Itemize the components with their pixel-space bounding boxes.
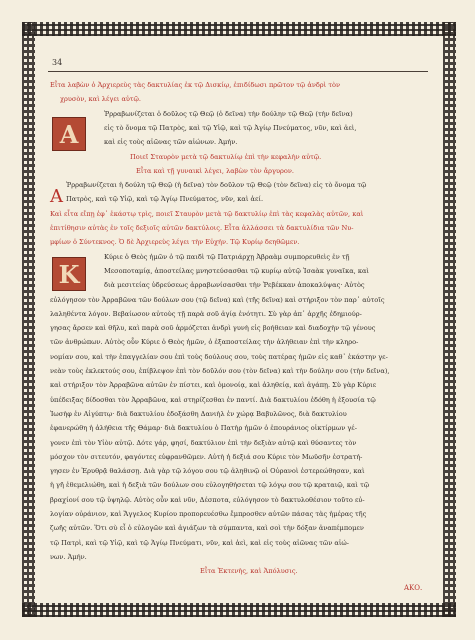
text-line: νεὰν τοὺς ἐκλεκτούς σου, ἐπίβλεψον ἐπὶ τὸν δοῦλόν σου (τὸν δεῖνα) καὶ τὴν δούλην σου (τὴν δεῖνα), xyxy=(50,367,390,375)
text-line: Ῥρραβωνίζεται ἡ δούλη τῷ Θεῷ (ἡ δεῖνα) τὸν δοῦλον τῷ Θεῷ (τὸν δεῖνα) εἰς τὸ ὄνομα τῷ xyxy=(66,181,367,190)
text-line: ἐφανερώθη ἡ ἀλήθεια τῆς Θάμαρ· διὰ δακτυλίου ὁ Πατὴρ ἡμῶν ὁ ἐπουράνιος οἰκτίρμων γέ- xyxy=(50,424,357,433)
text-line: Καὶ εἶτα εἴπῃ ἐφ᾽ ἑκάστῳ τρὶς, ποιεῖ Σταυρὸν μετὰ τῷ δακτυλίῳ ἐπὶ τὰς κεφαλὰς αὐτῶν, καὶ xyxy=(50,209,364,218)
header-rule xyxy=(48,71,428,72)
text-line: εὐλόγησον τὸν Ἀρραβῶνα τῶν δούλων σου (τῷ δεῖνα) καὶ (τῆς δεῖνα) καὶ στήριξον τὸν παρ᾽ αὐτοῖς xyxy=(50,295,385,304)
text-line: ἐπιτίθησιν αὐτὰς ἐν τοῖς δεξιοῖς αὐτῶν δακτύλοις. Εἶτα ἀλλάσσει τὰ δακτυλίδια τῶν Νυ- xyxy=(50,224,354,232)
text-line: Εἶτα Ἐκτενὴς, καὶ Ἀπόλυσις. xyxy=(200,567,298,576)
ornamental-border-right xyxy=(443,22,456,617)
ornamental-border-left xyxy=(22,22,35,617)
text-line: μφίων ὁ Σύντεκνος. Ὁ δὲ Ἀρχιερεὺς λέγει τὴν Εὐχήν. Τῷ Κυρίῳ δεηθῶμεν. xyxy=(50,238,300,247)
text-line: λαληθέντα λόγον. Βεβαίωσον αὐτοὺς τῇ παρὰ σοῦ ἁγίᾳ ἑνότητι. Σὺ γὰρ ἀπ᾽ ἀρχῆς ἐδημιούρ- xyxy=(50,309,362,318)
text-line: Εἶτα λαβὼν ὁ Ἀρχιερεὺς τὰς δακτυλίας ἐκ τῷ Δισκίῳ, ἐπιδίδωσι πρῶτον τῷ ἀνδρὶ τὸν xyxy=(50,81,340,89)
text-line: γησεν ἐν Ἐρυθρᾷ θαλάσσῃ. Διὰ γὰρ τῷ λόγου σου τῷ ἀληθινῷ οἱ Οὐρανοὶ ἐστερεώθησαν, καὶ xyxy=(50,467,365,476)
text-line: νων. Ἀμήν. xyxy=(50,552,87,561)
text-line: ζωῆς αὐτῶν. Ὅτι σὺ εἶ ὁ εὐλογῶν καὶ ἁγιάζων τὰ σύμπαντα, καὶ σοὶ τὴν δόξαν ἀναπέμπομεν xyxy=(50,524,364,533)
text-line: καὶ εἰς τοὺς αἰῶνας τῶν αἰώνων. Ἀμήν. xyxy=(104,138,238,147)
text-line: νομίαν σου, καὶ τὴν ἐπαγγελίαν σου ἐπὶ τοὺς δούλους σου, τοὺς πατέρας ἡμῶν εἰς καθ᾽ ἑκάστην γε- xyxy=(50,352,388,361)
text-line: Κύριε ὁ Θεὸς ἡμῶν ὁ τῷ παιδὶ τῷ Πατριάρχῃ Ἀβραὰμ συμπορευθεὶς ἐν τῇ xyxy=(104,252,350,261)
signature-mark: ΑΚΟ. xyxy=(404,584,423,592)
text-line: γησας ἄρσεν καὶ θῆλυ, καὶ παρὰ σοῦ ἁρμόζεται ἀνδρὶ γυνὴ εἰς βοήθειαν καὶ διαδοχὴν τῷ γένους xyxy=(50,324,376,333)
text-line: Ποιεῖ Σταυρὸν μετὰ τῷ δακτυλίῳ ἐπὶ τὴν κεφαλὴν αὐτῷ. xyxy=(130,152,322,161)
text-line: ὑπέδειξας δίδοσθαι τὸν Ἀρραβῶνα, καὶ στηρίζεσθαι ἐν παντί. Διὰ δακτυλίου ἐδόθη ἡ ἐξουσία τῷ xyxy=(50,395,376,404)
ornamental-border-bottom xyxy=(22,603,456,617)
text-line: Εἶτα καὶ τῇ γυναικὶ λέγει, λαβὼν τὸν ἄργυρον. xyxy=(136,166,294,175)
text-line: τῷ Πατρὶ, καὶ τῷ Υἱῷ, καὶ τῷ Ἁγίῳ Πνεύματι, νῦν, καὶ ἀεὶ, καὶ εἰς τοὺς αἰῶνας τῶν αἰώ- xyxy=(50,538,350,547)
text-line: ἡ γῆ ἐθεμελιώθη, καὶ ἡ δεξιὰ τῶν δούλων σου εὐλογηθήσεται τῷ λόγῳ σου τῷ κραταιῷ, καὶ τῷ xyxy=(50,481,370,490)
rubric-initial-alpha: A xyxy=(50,186,63,207)
text-line: Μεσοποταμίᾳ, ἀποστείλας μνηστεύσασθαι τῷ κυρίῳ αὐτῷ Ἰσαὰκ γυναῖκα, καὶ xyxy=(104,266,370,275)
text-line: μόσχον τὸν σιτευτόν, φαγόντες εὐφρανθῶμεν. Αὐτὴ ἡ δεξιά σου Κύριε τὸν Μωϋσῆν ἐστρατή- xyxy=(50,452,363,461)
page-number: 34 xyxy=(52,58,63,67)
text-line: γονεν ἐπὶ τὸν Υἱὸν αὐτῷ. Δότε γάρ, φησί, δακτύλιον ἐπὶ τὴν δεξιὰν αὐτῷ καὶ θύσαντες τὸν xyxy=(50,438,357,447)
text-line: Ῥρραβωνίζεται ὁ δοῦλος τῷ Θεῷ (ὁ δεῖνα) τὴν δούλην τῷ Θεῷ (τὴν δεῖνα) xyxy=(104,109,353,118)
ornamental-border-top xyxy=(22,22,456,36)
text-line: εἰς τὸ ὄνομα τῷ Πατρὸς, καὶ τῷ Υἱῷ, καὶ τῷ Ἁγίῳ Πνεύματος, νῦν, καὶ ἀεὶ, xyxy=(104,123,357,132)
text-line: Πατρὸς, καὶ τῷ Υἱῷ, καὶ τῷ Ἁγίῳ Πνεύματος, νῦν, καὶ ἀεί. xyxy=(66,195,264,204)
text-line: Ἰωσὴφ ἐν Αἰγύπτῳ· διὰ δακτυλίου ἐδοξάσθη Δανιὴλ ἐν χώρᾳ Βαβυλῶνος, διὰ δακτυλίου xyxy=(50,409,347,418)
text-line: διὰ μεσιτείας ὑδρεύσεως ἀρραβωνίσασθαι τὴν Ῥεβέκκαν ἀποκαλύψας· Αὐτὸς xyxy=(104,281,365,290)
text-line: λογίαν οὐράνιον, καὶ Ἄγγελος Κυρίου προπορευέσθω ἔμπροσθεν αὐτῶν πάσας τὰς ἡμέρας τῆς xyxy=(50,510,367,518)
text-line: βραχίονί σου τῷ ὑψηλῷ. Αὐτὸς οὖν καὶ νῦν, Δέσποτα, εὐλόγησον τὸ δακτυλοθέσιον τοῦτο εὐ- xyxy=(50,495,365,504)
text-line: χρυσὸν, καὶ λέγει αὐτῷ. xyxy=(60,95,142,104)
text-line: τῶν ἀνθρώπων. Αὐτὸς οὖν Κύριε ὁ Θεὸς ἡμῶν, ὁ ἐξαποστείλας τὴν ἀλήθειαν ἐπὶ τὴν κληρο- xyxy=(50,338,359,347)
text-line: καὶ στήριξον τὸν Ἀρραβῶνα αὐτῶν ἐν πίστει, καὶ ὁμονοίᾳ, καὶ ἀληθείᾳ, καὶ ἀγάπῃ. Σὺ γὰρ Κύριε xyxy=(50,381,377,390)
decorated-initial-k: K xyxy=(52,257,86,291)
decorated-initial-a: A xyxy=(52,117,86,151)
